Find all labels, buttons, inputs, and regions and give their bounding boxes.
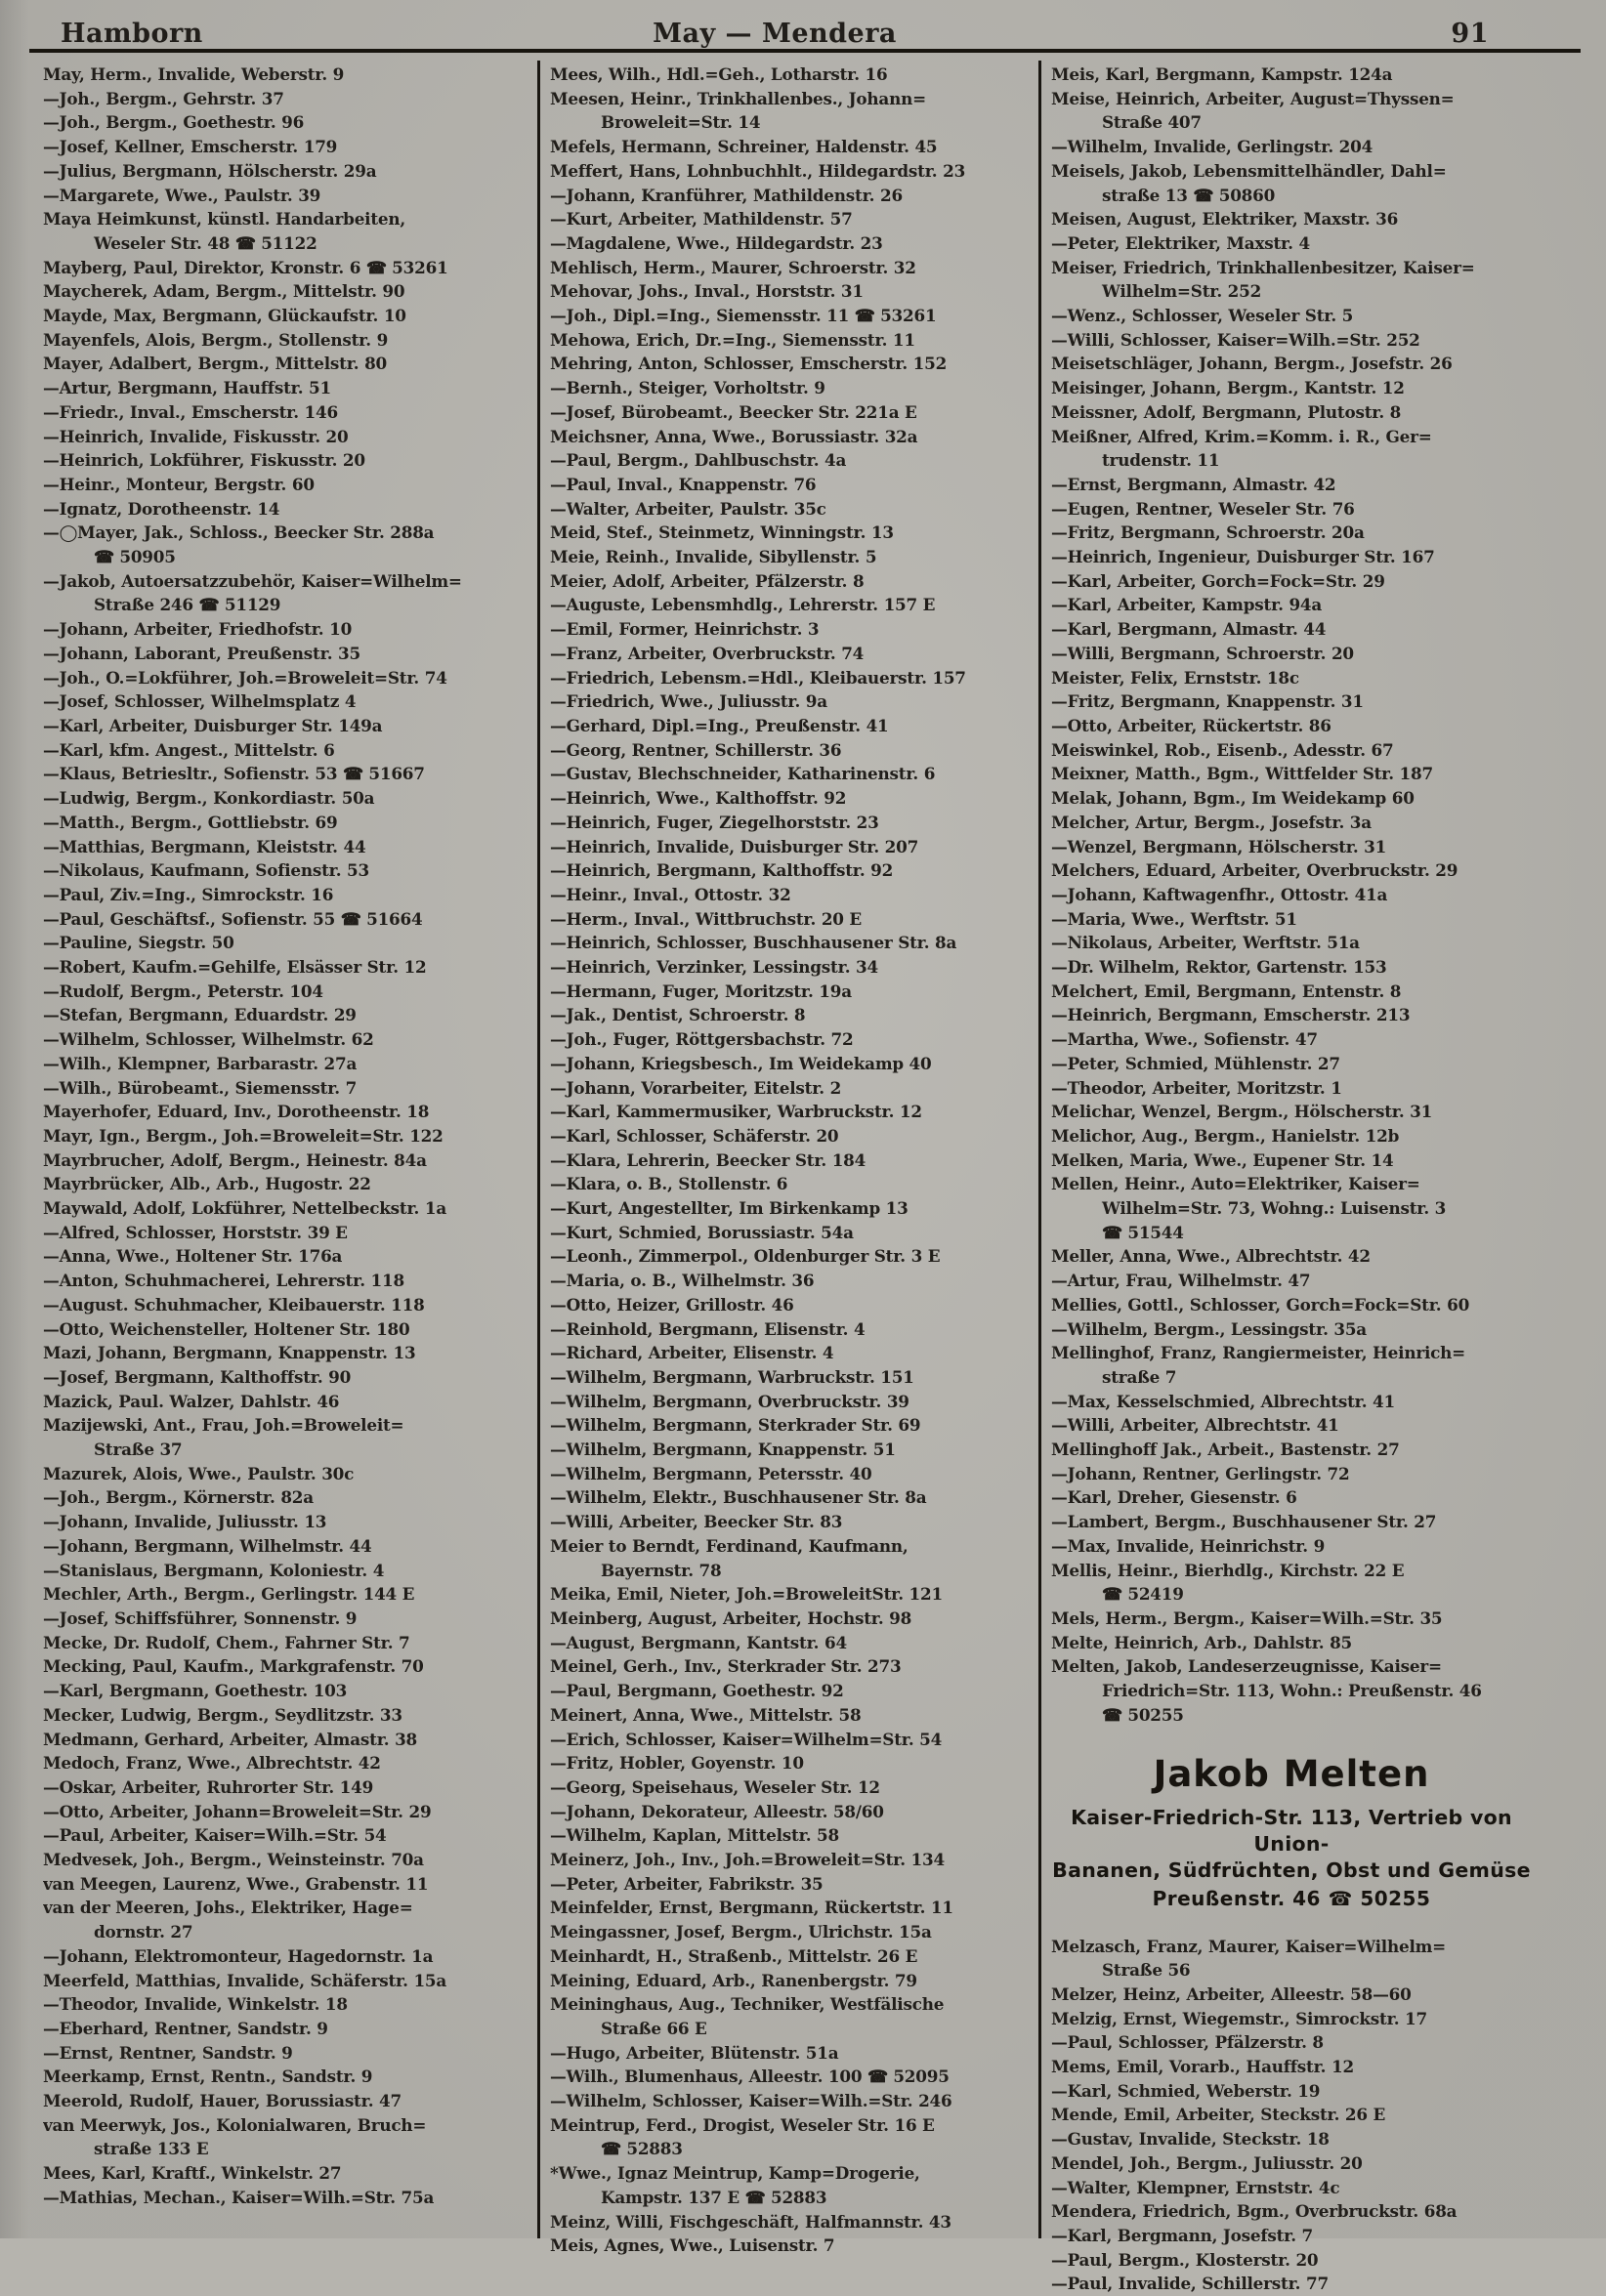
directory-entry-line: —Julius, Bergmann, Hölscherstr. 29a [43,160,377,181]
directory-entry-line: —Otto, Weichensteller, Holtener Str. 180 [43,1318,410,1339]
directory-entry-line: —Wilh., Blumenhaus, Alleestr. 100 ☎ 52095 [550,2066,950,2087]
directory-entry-line: Melak, Johann, Bgm., Im Weidekamp 60 [1051,788,1415,809]
directory-entry-line: dornstr. 27 [94,1922,193,1942]
directory-entry-line: ☎ 50255 [1102,1704,1184,1725]
directory-entry-line: Meinfelder, Ernst, Bergmann, Rückertstr. 11 [550,1898,953,1918]
directory-entry-line: Meingassner, Josef, Bergm., Ulrichstr. 15a [550,1922,932,1942]
directory-entry-line: Maya Heimkunst, künstl. Handarbeiten, [43,209,406,230]
directory-entry-line: Mellis, Heinr., Bierhdlg., Kirchstr. 22 E [1051,1560,1405,1580]
directory-entry-line: Mazick, Paul. Walzer, Dahlstr. 46 [43,1391,340,1411]
directory-entry-line: —Johann, Arbeiter, Friedhofstr. 10 [43,619,353,640]
directory-entry-line: —Johann, Kaftwagenfhr., Ottostr. 41a [1051,884,1388,904]
directory-entry-line: Melzasch, Franz, Maurer, Kaiser=Wilhelm= [1051,1936,1447,1956]
directory-entry-line: Medvesek, Joh., Bergm., Weinsteinstr. 70a [43,1850,424,1870]
directory-entry-line: —Heinr., Monteur, Bergstr. 60 [43,474,315,494]
directory-entry-line: —Alfred, Schlosser, Horststr. 39 E [43,1222,348,1242]
directory-entry-line: —Joh., Bergm., Goethestr. 96 [43,112,305,133]
page-header [33,6,1577,49]
directory-entry-line: —Eberhard, Rentner, Sandstr. 9 [43,2018,328,2038]
directory-entry-line: Meid, Stef., Steinmetz, Winningstr. 13 [550,522,894,543]
directory-entry-line: Mayr, Ign., Bergm., Joh.=Broweleit=Str. 122 [43,1125,444,1146]
directory-entry-line: Meinz, Willi, Fischgeschäft, Halfmannstr. 43 [550,2211,951,2232]
directory-entry-line: —Josef, Schiffsführer, Sonnenstr. 9 [43,1608,358,1628]
directory-entry-line: Meise, Heinrich, Arbeiter, August=Thyssen= [1051,88,1455,108]
directory-entry-line: —Otto, Arbeiter, Rückertstr. 86 [1051,715,1331,735]
directory-entry-line: Mazijewski, Ant., Frau, Joh.=Broweleit= [43,1415,404,1436]
directory-entry-line: Mazurek, Alois, Wwe., Paulstr. 30c [43,1463,355,1483]
column-3-entries-top [1041,63,1545,1728]
directory-entry-line: —Artur, Frau, Wilhelmstr. 47 [1051,1271,1311,1291]
advertisement-jakob-melten [1043,1753,1540,1913]
directory-entry-line: —Pauline, Siegstr. 50 [43,933,234,953]
directory-entry-line: —Oskar, Arbeiter, Ruhrorter Str. 149 [43,1776,374,1797]
directory-entry-line: —Paul, Geschäftsf., Sofienstr. 55 ☎ 51664 [43,908,423,929]
directory-entry-line: Melken, Maria, Wwe., Eupener Str. 14 [1051,1149,1394,1170]
directory-entry-line: Melchers, Eduard, Arbeiter, Overbruckstr. 29 [1051,860,1458,881]
directory-entry-line: Meister, Felix, Ernststr. 18c [1051,667,1299,688]
ad-line-1: Kaiser-Friedrich-Str. 113, Vertrieb von Union- [1071,1805,1512,1856]
directory-entry-line: Mellinghof, Franz, Rangiermeister, Heinrich= [1051,1343,1466,1363]
directory-entry-line: Mellen, Heinr., Auto=Elektriker, Kaiser= [1051,1174,1420,1194]
directory-entry-line: —Wilh., Bürobeamt., Siemensstr. 7 [43,1077,358,1098]
directory-entry-line: Meintrup, Ferd., Drogist, Weseler Str. 16 E [550,2114,935,2135]
directory-entry-line: Meichsner, Anna, Wwe., Borussiastr. 32a [550,426,918,446]
directory-entry-line: —Anna, Wwe., Holtener Str. 176a [43,1246,343,1267]
directory-entry-line: —Dr. Wilhelm, Rektor, Gartenstr. 153 [1051,957,1387,978]
directory-entry-line: —Friedr., Inval., Emscherstr. 146 [43,401,338,422]
directory-entry-line: May, Herm., Invalide, Weberstr. 9 [43,64,345,84]
directory-entry-line: Melichar, Wenzel, Bergm., Hölscherstr. 31 [1051,1102,1433,1122]
directory-entry-line: Weseler Str. 48 ☎ 51122 [94,232,317,253]
directory-entry-line: Meier, Adolf, Arbeiter, Pfälzerstr. 8 [550,570,865,591]
directory-entry-line: Broweleit=Str. 14 [601,112,761,133]
directory-entry-line: trudenstr. 11 [1102,450,1220,471]
directory-entry-line: —Kurt, Schmied, Borussiastr. 54a [550,1222,854,1242]
directory-entry-line: —Johann, Laborant, Preußenstr. 35 [43,643,360,663]
directory-entry-line: —Karl, Bergmann, Josefstr. 7 [1051,2225,1314,2245]
directory-entry-line: —Wilhelm, Schlosser, Kaiser=Wilh.=Str. 246 [550,2091,952,2111]
directory-entry-line: —Willi, Bergmann, Schroerstr. 20 [1051,643,1354,663]
directory-entry-line: —Georg, Rentner, Schillerstr. 36 [550,739,842,760]
directory-entry-line: —Ernst, Bergmann, Almastr. 42 [1051,474,1336,494]
directory-entry-line: —Heinrich, Bergmann, Kalthoffstr. 92 [550,860,894,881]
directory-entry-line: —Margarete, Wwe., Paulstr. 39 [43,185,321,205]
directory-entry-line: —Magdalene, Wwe., Hildegardstr. 23 [550,232,883,253]
directory-entry-line: —Karl, Arbeiter, Kampstr. 94a [1051,595,1323,615]
directory-entry-line: —Josef, Kellner, Emscherstr. 179 [43,137,338,157]
directory-entry-line: —Paul, Bergmann, Goethestr. 92 [550,1681,844,1701]
directory-entry-line: Meißner, Alfred, Krim.=Komm. i. R., Ger= [1051,426,1432,446]
directory-entry-line: —Joh., Fuger, Röttgersbachstr. 72 [550,1029,854,1050]
directory-entry-line: Meisinger, Johann, Bergm., Kantstr. 12 [1051,378,1405,398]
directory-entry-line: ☎ 51544 [1102,1222,1184,1242]
directory-entry-line: —Friedrich, Wwe., Juliusstr. 9a [550,691,827,712]
directory-entry-line: —Heinrich, Lokführer, Fiskusstr. 20 [43,450,365,471]
column-1-entries [33,63,537,2210]
directory-entry-line: —Auguste, Lebensmhdlg., Lehrerstr. 157 E [550,595,936,615]
directory-entry-line: —Karl, Arbeiter, Duisburger Str. 149a [43,715,383,735]
directory-entry-line: Meinert, Anna, Wwe., Mittelstr. 58 [550,1704,862,1725]
directory-entry-line: —Matth., Bergm., Gottliebstr. 69 [43,812,338,832]
directory-entry-line: —Johann, Elektromonteur, Hagedornstr. 1a [43,1945,434,1966]
directory-entry-line: —Friedrich, Lebensm.=Hdl., Kleibauerstr. 157 [550,667,966,688]
directory-entry-line: Meiser, Friedrich, Trinkhallenbesitzer, Kaiser= [1051,257,1475,277]
directory-entry-line: straße 13 ☎ 50860 [1102,185,1276,205]
directory-entry-line: Mehlisch, Herm., Maurer, Schroerstr. 32 [550,257,916,277]
directory-entry-line: —Matthias, Bergmann, Kleiststr. 44 [43,836,366,856]
directory-entry-line: Melichor, Aug., Bergm., Hanielstr. 12b [1051,1125,1400,1146]
directory-entry-line: Mecking, Paul, Kaufm., Markgrafenstr. 70 [43,1656,424,1677]
directory-entry-line: *Wwe., Ignaz Meintrup, Kamp=Drogerie, [550,2163,920,2184]
directory-entry-line: —Erich, Schlosser, Kaiser=Wilhelm=Str. 54 [550,1729,943,1749]
directory-entry-line: straße 7 [1102,1366,1177,1387]
directory-entry-line: —Heinrich, Verzinker, Lessingstr. 34 [550,957,878,978]
directory-entry-line: —Rudolf, Bergm., Peterstr. 104 [43,981,323,1001]
directory-entry-line: Melte, Heinrich, Arb., Dahlstr. 85 [1051,1632,1353,1652]
directory-entry-line: Mayerhofer, Eduard, Inv., Dorotheenstr. 18 [43,1102,430,1122]
directory-entry-line: Meisels, Jakob, Lebensmittelhändler, Dahl= [1051,160,1447,181]
directory-entry-line: —Karl, Dreher, Giesenstr. 6 [1051,1487,1297,1508]
column-2-entries [540,63,1038,2258]
directory-entry-line: —Walter, Arbeiter, Paulstr. 35c [550,498,826,519]
directory-entry-line: —Wilhelm, Bergmann, Warbruckstr. 151 [550,1366,914,1387]
directory-entry-line: —Johann, Dekorateur, Alleestr. 58/60 [550,1801,884,1821]
directory-entry-line: —Wilhelm, Bergmann, Petersstr. 40 [550,1463,872,1483]
directory-entry-line: —Heinrich, Ingenieur, Duisburger Str. 167 [1051,547,1435,567]
directory-entry-line: Mazi, Johann, Bergmann, Knappenstr. 13 [43,1343,416,1363]
directory-entry-line: —Anton, Schuhmacherei, Lehrerstr. 118 [43,1271,404,1291]
directory-entry-line: —Heinrich, Wwe., Kalthoffstr. 92 [550,788,847,809]
directory-entry-line: Mecke, Dr. Rudolf, Chem., Fahrner Str. 7 [43,1632,410,1652]
directory-entry-line: —Joh., Bergm., Gehrstr. 37 [43,88,284,108]
directory-entry-line: —Richard, Arbeiter, Elisenstr. 4 [550,1343,834,1363]
directory-entry-line: Straße 407 [1102,112,1202,133]
header-name-range: May — Mendera [653,19,897,49]
directory-columns [33,61,1588,2294]
header-page-number: 91 [1451,19,1489,49]
directory-entry-line: —Nikolaus, Arbeiter, Werftstr. 51a [1051,933,1360,953]
directory-entry-line: van Meerwyk, Jos., Kolonialwaren, Bruch= [43,2114,427,2135]
directory-entry-line: —Wilhelm, Bergmann, Sterkrader Str. 69 [550,1415,921,1436]
directory-entry-line: Maycherek, Adam, Bergm., Mittelstr. 90 [43,281,405,302]
directory-entry-line: Meinel, Gerh., Inv., Sterkrader Str. 273 [550,1656,902,1677]
directory-entry-line: —Karl, Kammermusiker, Warbruckstr. 12 [550,1102,922,1122]
directory-entry-line: —Johann, Rentner, Gerlingstr. 72 [1051,1463,1350,1483]
directory-entry-line: Meixner, Matth., Bgm., Wittfelder Str. 187 [1051,764,1433,784]
directory-entry-line: —Emil, Former, Heinrichstr. 3 [550,619,820,640]
directory-entry-line: Melchert, Emil, Bergmann, Entenstr. 8 [1051,981,1402,1001]
directory-entry-line: —Bernh., Steiger, Vorholtstr. 9 [550,378,825,398]
directory-entry-line: —Ludwig, Bergm., Konkordiastr. 50a [43,788,375,809]
directory-entry-line: straße 133 E [94,2139,209,2159]
column-3-entries-bottom [1041,1935,1545,2296]
directory-entry-line: —Heinrich, Invalide, Fiskusstr. 20 [43,426,349,446]
directory-entry-line: —Stanislaus, Bergmann, Koloniestr. 4 [43,1560,385,1580]
directory-entry-line: —Theodor, Arbeiter, Moritzstr. 1 [1051,1077,1342,1098]
directory-entry-line: —Jakob, Autoersatzzubehör, Kaiser=Wilhelm= [43,570,462,591]
directory-entry-line: Mellinghoff Jak., Arbeit., Bastenstr. 27 [1051,1440,1400,1460]
directory-entry-line: —August. Schuhmacher, Kleibauerstr. 118 [43,1294,425,1315]
directory-entry-line: —Wilhelm, Bergmann, Knappenstr. 51 [550,1440,896,1460]
directory-entry-line: —Ernst, Rentner, Sandstr. 9 [43,2042,293,2063]
directory-entry-line: —Hugo, Arbeiter, Blütenstr. 51a [550,2042,839,2063]
directory-entry-line: Meisetschläger, Johann, Bergm., Josefstr. 26 [1051,354,1453,374]
directory-entry-line: Mayde, Max, Bergmann, Glückaufstr. 10 [43,306,406,326]
directory-entry-line: —Joh., Dipl.=Ing., Siemensstr. 11 ☎ 53261 [550,306,937,326]
directory-entry-line: Meis, Karl, Bergmann, Kampstr. 124a [1051,64,1393,84]
directory-entry-line: —Fritz, Hobler, Goyenstr. 10 [550,1753,804,1774]
directory-entry-line: —Kurt, Angestellter, Im Birkenkamp 13 [550,1198,909,1219]
directory-entry-line: Wilhelm=Str. 73, Wohng.: Luisenstr. 3 [1102,1198,1447,1219]
directory-entry-line: —Leonh., Zimmerpol., Oldenburger Str. 3 E [550,1246,941,1267]
directory-entry-line: Meis, Agnes, Wwe., Luisenstr. 7 [550,2235,835,2256]
directory-entry-line: Meffert, Hans, Lohnbuchhlt., Hildegardstr. 23 [550,160,966,181]
directory-entry-line: —Heinrich, Invalide, Duisburger Str. 207 [550,836,919,856]
directory-entry-line: Mayberg, Paul, Direktor, Kronstr. 6 ☎ 53261 [43,257,448,277]
directory-entry-line: —Wenz., Schlosser, Weseler Str. 5 [1051,306,1354,326]
directory-entry-line: —Otto, Arbeiter, Johann=Broweleit=Str. 29 [43,1801,432,1821]
directory-entry-line: —Karl, kfm. Angest., Mittelstr. 6 [43,739,335,760]
directory-entry-line: Bayernstr. 78 [601,1560,722,1580]
directory-entry-line: —Peter, Arbeiter, Fabrikstr. 35 [550,1873,824,1894]
directory-entry-line: Wilhelm=Str. 252 [1102,281,1262,302]
directory-entry-line: —Wilhelm, Bergmann, Overbruckstr. 39 [550,1391,909,1411]
directory-entry-line: Mayer, Adalbert, Bergm., Mittelstr. 80 [43,354,388,374]
directory-entry-line: Medmann, Gerhard, Arbeiter, Almastr. 38 [43,1729,418,1749]
directory-entry-line: —Johann, Bergmann, Wilhelmstr. 44 [43,1535,372,1556]
directory-entry-line: —Johann, Kriegsbesch., Im Weidekamp 40 [550,1053,932,1073]
directory-entry-line: —Franz, Arbeiter, Overbruckstr. 74 [550,643,865,663]
directory-entry-line: —Walter, Klempner, Ernststr. 4c [1051,2177,1340,2197]
directory-entry-line: —Joh., Bergm., Körnerstr. 82a [43,1487,314,1508]
directory-entry-line: —Peter, Elektriker, Maxstr. 4 [1051,232,1310,253]
directory-entry-line: Maywald, Adolf, Lokführer, Nettelbeckstr. 1a [43,1198,446,1219]
directory-entry-line: —Maria, Wwe., Werftstr. 51 [1051,908,1297,929]
directory-entry-line: —Wilhelm, Kaplan, Mittelstr. 58 [550,1825,839,1846]
directory-entry-line: Melzer, Heinz, Arbeiter, Alleestr. 58—60 [1051,1983,1412,2004]
directory-entry-line: —Karl, Schlosser, Schäferstr. 20 [550,1125,839,1146]
directory-entry-line: —◯Mayer, Jak., Schloss., Beecker Str. 288a [43,522,435,543]
directory-entry-line: Mendera, Friedrich, Bgm., Overbruckstr. 68a [1051,2201,1458,2222]
directory-entry-line: Meissner, Adolf, Bergmann, Plutostr. 8 [1051,401,1402,422]
directory-entry-line: van Meegen, Laurenz, Wwe., Grabenstr. 11 [43,1873,429,1894]
ad-line-3: Preußenstr. 46 ☎ 50255 [1152,1886,1431,1910]
directory-entry-line: —Wenzel, Bergmann, Hölscherstr. 31 [1051,836,1387,856]
directory-entry-line: —Ignatz, Dorotheenstr. 14 [43,498,280,519]
directory-entry-line: Mende, Emil, Arbeiter, Steckstr. 26 E [1051,2105,1386,2125]
directory-entry-line: Straße 37 [94,1440,183,1460]
directory-entry-line: Mayenfels, Alois, Bergm., Stollenstr. 9 [43,329,389,350]
directory-entry-line: —Wilhelm, Invalide, Gerlingstr. 204 [1051,137,1374,157]
directory-entry-line: van der Meeren, Johs., Elektriker, Hage= [43,1898,413,1918]
directory-entry-line: —Gustav, Blechschneider, Katharinenstr. 6 [550,764,936,784]
directory-entry-line: Melzig, Ernst, Wiegemstr., Simrockstr. 17 [1051,2008,1427,2028]
directory-entry-line: —Robert, Kaufm.=Gehilfe, Elsässer Str. 12 [43,957,427,978]
directory-entry-line: Mayrbrucher, Adolf, Bergm., Heinestr. 84a [43,1149,427,1170]
directory-entry-line: —Josef, Schlosser, Wilhelmsplatz 4 [43,691,357,712]
directory-entry-line: —Stefan, Bergmann, Eduardstr. 29 [43,1005,357,1025]
directory-entry-line: Mayrbrücker, Alb., Arb., Hugostr. 22 [43,1174,371,1194]
directory-entry-line: —Willi, Arbeiter, Beecker Str. 83 [550,1512,843,1532]
directory-entry-line: —Paul, Inval., Knappenstr. 76 [550,474,817,494]
directory-entry-line: Meining, Eduard, Arb., Ranenbergstr. 79 [550,1970,917,1990]
directory-entry-line: Meller, Anna, Wwe., Albrechtstr. 42 [1051,1246,1371,1267]
directory-entry-line: —Fritz, Bergmann, Schroerstr. 20a [1051,522,1365,543]
directory-entry-line: Mecker, Ludwig, Bergm., Seydlitzstr. 33 [43,1704,402,1725]
directory-entry-line: —Artur, Bergmann, Hauffstr. 51 [43,378,331,398]
directory-entry-line: —Max, Invalide, Heinrichstr. 9 [1051,1535,1326,1556]
directory-entry-line: —Fritz, Bergmann, Knappenstr. 31 [1051,691,1364,712]
directory-entry-line: —Jak., Dentist, Schroerstr. 8 [550,1005,806,1025]
directory-entry-line: Mechler, Arth., Bergm., Gerlingstr. 144 E [43,1584,415,1605]
column-2 [537,61,1041,2256]
directory-entry-line: Meerfeld, Matthias, Invalide, Schäferstr. 15a [43,1970,447,1990]
directory-entry-line: —Maria, o. B., Wilhelmstr. 36 [550,1271,815,1291]
directory-entry-line: —Wilh., Klempner, Barbarastr. 27a [43,1053,358,1073]
directory-entry-line: —Heinrich, Bergmann, Emscherstr. 213 [1051,1005,1411,1025]
ad-line-2: Bananen, Südfrüchten, Obst und Gemüse [1052,1858,1531,1882]
column-3 [1041,61,1545,2294]
directory-entry-line: —Gustav, Invalide, Steckstr. 18 [1051,2129,1330,2150]
directory-entry-line: Melten, Jakob, Landeserzeugnisse, Kaiser= [1051,1656,1442,1677]
directory-entry-line: —Karl, Arbeiter, Gorch=Fock=Str. 29 [1051,570,1385,591]
directory-entry-line: —Willi, Arbeiter, Albrechtstr. 41 [1051,1415,1339,1436]
directory-entry-line: Meinhardt, H., Straßenb., Mittelstr. 26 E [550,1945,918,1966]
header-place: Hamborn [61,19,203,49]
directory-entry-line: —Heinrich, Schlosser, Buschhausener Str. 8a [550,933,957,953]
directory-entry-line: —Georg, Speisehaus, Weseler Str. 12 [550,1776,880,1797]
directory-entry-line: —Paul, Bergm., Klosterstr. 20 [1051,2249,1319,2270]
directory-entry-line: Meinberg, August, Arbeiter, Hochstr. 98 [550,1608,912,1628]
directory-entry-line: Melcher, Artur, Bergm., Josefstr. 3a [1051,812,1372,832]
directory-entry-line: Meesen, Heinr., Trinkhallenbes., Johann= [550,88,926,108]
directory-entry-line: —Joh., O.=Lokführer, Joh.=Broweleit=Str. 74 [43,667,447,688]
directory-entry-line: —Hermann, Fuger, Moritzstr. 19a [550,981,852,1001]
directory-entry-line: —Nikolaus, Kaufmann, Sofienstr. 53 [43,860,370,881]
directory-entry-line: Mees, Wilh., Hdl.=Geh., Lotharstr. 16 [550,64,888,84]
directory-entry-line: Mellies, Gottl., Schlosser, Gorch=Fock=Str. 60 [1051,1294,1470,1315]
directory-entry-line: —Theodor, Invalide, Winkelstr. 18 [43,1994,348,2015]
directory-entry-line: —Lambert, Bergm., Buschhausener Str. 27 [1051,1512,1437,1532]
directory-entry-line: —Karl, Schmied, Weberstr. 19 [1051,2080,1321,2101]
directory-entry-line: —Karl, Bergmann, Almastr. 44 [1051,619,1327,640]
directory-entry-line: Mefels, Hermann, Schreiner, Haldenstr. 45 [550,137,938,157]
directory-entry-line: Mels, Herm., Bergm., Kaiser=Wilh.=Str. 35 [1051,1608,1443,1628]
directory-entry-line: —Johann, Kranführer, Mathildenstr. 26 [550,185,903,205]
directory-entry-line: Meerkamp, Ernst, Rentn., Sandstr. 9 [43,2066,373,2087]
directory-entry-line: —Reinhold, Bergmann, Elisenstr. 4 [550,1318,866,1339]
ad-title: Jakob Melten [1153,1752,1430,1795]
directory-entry-line: —Klara, Lehrerin, Beecker Str. 184 [550,1149,866,1170]
directory-entry-line: —Paul, Ziv.=Ing., Simrockstr. 16 [43,884,334,904]
directory-entry-line: —Gerhard, Dipl.=Ing., Preußenstr. 41 [550,715,889,735]
directory-entry-line: —Herm., Inval., Wittbruchstr. 20 E [550,908,863,929]
directory-entry-line: ☎ 52419 [1102,1584,1184,1605]
directory-entry-line: —Paul, Invalide, Schillerstr. 77 [1051,2274,1329,2294]
directory-entry-line: —Wilhelm, Elektr., Buschhausener Str. 8a [550,1487,927,1508]
directory-entry-line: —Klara, o. B., Stollenstr. 6 [550,1174,788,1194]
directory-entry-line: —Paul, Arbeiter, Kaiser=Wilh.=Str. 54 [43,1825,387,1846]
directory-entry-line: Meininghaus, Aug., Techniker, Westfälische [550,1994,945,2015]
directory-entry-line: Mehring, Anton, Schlosser, Emscherstr. 152 [550,354,948,374]
directory-entry-line: —Heinrich, Fuger, Ziegelhorststr. 23 [550,812,879,832]
directory-entry-line: Mems, Emil, Vorarb., Hauffstr. 12 [1051,2057,1354,2077]
directory-entry-line: —Max, Kesselschmied, Albrechtstr. 41 [1051,1391,1396,1411]
directory-entry-line: Friedrich=Str. 113, Wohn.: Preußenstr. 46 [1102,1681,1482,1701]
directory-entry-line: Meie, Reinh., Invalide, Sibyllenstr. 5 [550,547,877,567]
directory-entry-line: —Wilhelm, Schlosser, Wilhelmstr. 62 [43,1029,374,1050]
directory-entry-line: Meinerz, Joh., Inv., Joh.=Broweleit=Str. 134 [550,1850,945,1870]
directory-entry-line: ☎ 52883 [601,2139,683,2159]
directory-entry-line: —Wilhelm, Bergm., Lessingstr. 35a [1051,1318,1367,1339]
directory-entry-line: Straße 56 [1102,1960,1191,1981]
directory-entry-line: Medoch, Franz, Wwe., Albrechtstr. 42 [43,1753,381,1774]
directory-entry-line: —Johann, Invalide, Juliusstr. 13 [43,1512,327,1532]
directory-entry-line: ☎ 50905 [94,547,176,567]
directory-entry-line: —Josef, Bürobeamt., Beecker Str. 221a E [550,401,917,422]
directory-entry-line: —Eugen, Rentner, Weseler Str. 76 [1051,498,1355,519]
directory-entry-line: —Mathias, Mechan., Kaiser=Wilh.=Str. 75a [43,2187,435,2207]
directory-entry-line: Meerold, Rudolf, Hauer, Borussiastr. 47 [43,2091,402,2111]
directory-entry-line: —Paul, Bergm., Dahlbuschstr. 4a [550,450,847,471]
directory-entry-line: Straße 66 E [601,2018,707,2038]
directory-entry-line: —Peter, Schmied, Mühlenstr. 27 [1051,1053,1340,1073]
directory-entry-line: —Otto, Heizer, Grillostr. 46 [550,1294,794,1315]
directory-entry-line: Mehowa, Erich, Dr.=Ing., Siemensstr. 11 [550,329,915,350]
directory-entry-line: Mehovar, Johs., Inval., Horststr. 31 [550,281,864,302]
directory-entry-line: —Paul, Schlosser, Pfälzerstr. 8 [1051,2032,1324,2053]
directory-entry-line: —Karl, Bergmann, Goethestr. 103 [43,1681,348,1701]
directory-entry-line: —Kurt, Arbeiter, Mathildenstr. 57 [550,209,853,230]
header-rule [29,49,1581,53]
directory-entry-line: Mendel, Joh., Bergm., Juliusstr. 20 [1051,2152,1363,2173]
directory-entry-line: —Heinr., Inval., Ottostr. 32 [550,884,791,904]
directory-entry-line: Meiswinkel, Rob., Eisenb., Adesstr. 67 [1051,739,1394,760]
directory-entry-line: Kampstr. 137 E ☎ 52883 [601,2187,827,2207]
directory-entry-line: Meika, Emil, Nieter, Joh.=BroweleitStr. 121 [550,1584,943,1605]
directory-entry-line: Meier to Berndt, Ferdinand, Kaufmann, [550,1535,909,1556]
column-1 [33,61,537,2238]
directory-entry-line: —Josef, Bergmann, Kalthoffstr. 90 [43,1366,352,1387]
directory-entry-line: —Klaus, Betriesltr., Sofienstr. 53 ☎ 51667 [43,764,425,784]
directory-entry-line: —Johann, Vorarbeiter, Eitelstr. 2 [550,1077,842,1098]
directory-entry-line: —Willi, Schlosser, Kaiser=Wilh.=Str. 252 [1051,329,1420,350]
directory-entry-line: Straße 246 ☎ 51129 [94,595,281,615]
directory-entry-line: Meisen, August, Elektriker, Maxstr. 36 [1051,209,1399,230]
directory-entry-line: —August, Bergmann, Kantstr. 64 [550,1632,847,1652]
directory-entry-line: Mees, Karl, Kraftf., Winkelstr. 27 [43,2163,342,2184]
directory-entry-line: —Martha, Wwe., Sofienstr. 47 [1051,1029,1318,1050]
